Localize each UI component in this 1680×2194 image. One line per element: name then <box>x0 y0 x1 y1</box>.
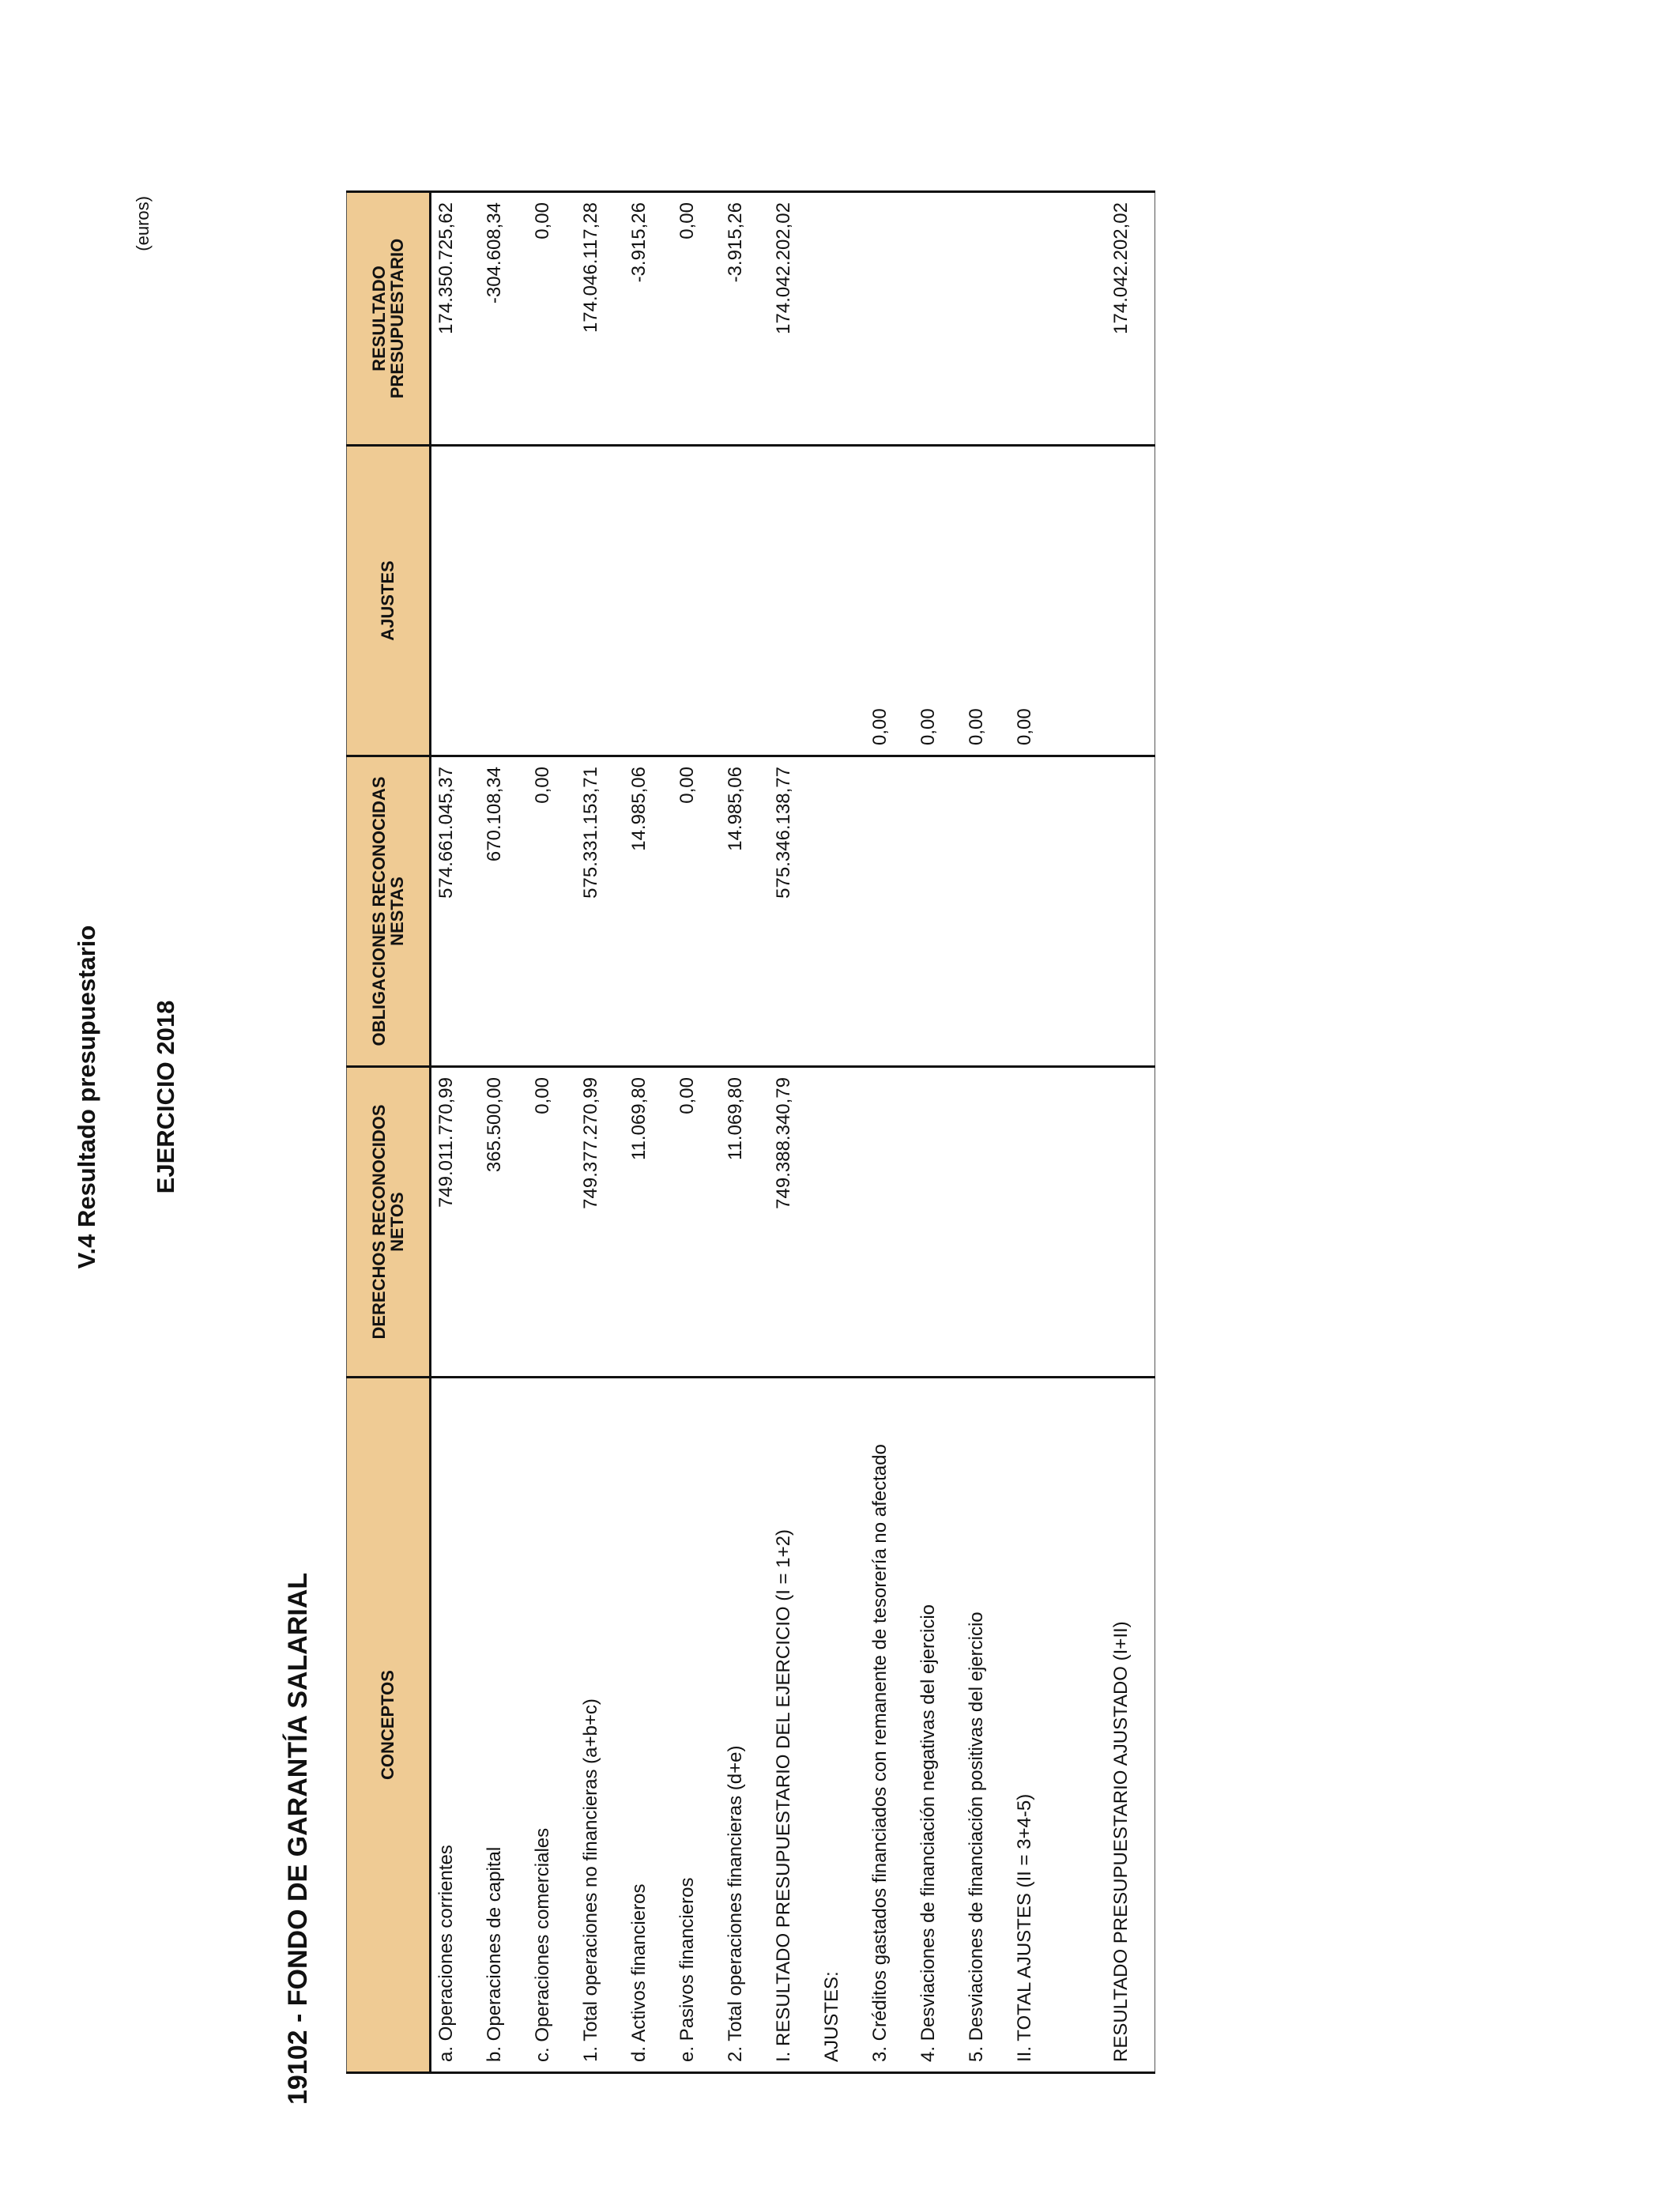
col-header-ajustes: AJUSTES <box>347 446 431 756</box>
cell-ajustes <box>528 446 576 756</box>
cell-resultado: 174.042.202,02 <box>1106 192 1155 446</box>
cell-concepto: 5. Desviaciones de financiación positivas del ejercicio <box>962 1378 1010 2073</box>
table-row <box>817 192 865 2073</box>
cell-derechos: 365.500,00 <box>480 1067 528 1378</box>
cell-resultado <box>817 192 865 446</box>
cell-ajustes: 0,00 <box>962 446 1010 756</box>
cell-resultado: -304.608,34 <box>480 192 528 446</box>
cell-concepto: e. Pasivos financieros <box>672 1378 721 2073</box>
cell-derechos: 0,00 <box>528 1067 576 1378</box>
cell-resultado: 174.046.117,28 <box>576 192 624 446</box>
cell-derechos <box>962 1067 1010 1378</box>
cell-concepto: 3. Créditos gastados financiados con remanente de tesorería no afectado <box>865 1378 913 2073</box>
cell-concepto: II. TOTAL AJUSTES (II = 3+4-5) <box>1010 1378 1058 2073</box>
cell-resultado <box>913 192 962 446</box>
cell-derechos <box>1010 1067 1058 1378</box>
cell-derechos: 11.069,80 <box>624 1067 672 1378</box>
cell-obligaciones <box>962 756 1010 1067</box>
cell-ajustes: 0,00 <box>913 446 962 756</box>
cell-concepto: d. Activos financieros <box>624 1378 672 2073</box>
table-row <box>576 192 624 2073</box>
cell-concepto: b. Operaciones de capital <box>480 1378 528 2073</box>
cell-concepto: 2. Total operaciones financieras (d+e) <box>721 1378 769 2073</box>
cell-derechos <box>865 1067 913 1378</box>
units-label: (euros) <box>133 196 153 251</box>
cell-obligaciones: 575.331.153,71 <box>576 756 624 1067</box>
col-header-obligaciones: OBLIGACIONES RECONOCIDAS NESTAS <box>347 756 431 1067</box>
cell-concepto <box>1058 1378 1106 2073</box>
fiscal-year-title: EJERCICIO 2018 <box>152 1000 179 1194</box>
cell-obligaciones: 574.661.045,37 <box>431 756 480 1067</box>
cell-obligaciones <box>817 756 865 1067</box>
col-header-conceptos: CONCEPTOS <box>347 1378 431 2073</box>
cell-ajustes <box>1106 446 1155 756</box>
table-row <box>624 192 672 2073</box>
cell-resultado <box>1058 192 1106 446</box>
cell-resultado: 174.350.725,62 <box>431 192 480 446</box>
cell-derechos: 749.011.770,99 <box>431 1067 480 1378</box>
cell-derechos: 749.388.340,79 <box>769 1067 817 1378</box>
section-title: V.4 Resultado presupuestario <box>73 925 100 1269</box>
table-row <box>962 192 1010 2073</box>
cell-ajustes <box>721 446 769 756</box>
cell-resultado: 0,00 <box>672 192 721 446</box>
cell-obligaciones: 14.985,06 <box>624 756 672 1067</box>
cell-ajustes <box>1058 446 1106 756</box>
cell-obligaciones: 0,00 <box>672 756 721 1067</box>
cell-obligaciones: 575.346.138,77 <box>769 756 817 1067</box>
table-row <box>1010 192 1058 2073</box>
cell-derechos: 0,00 <box>672 1067 721 1378</box>
table-row <box>528 192 576 2073</box>
cell-obligaciones: 670.108,34 <box>480 756 528 1067</box>
cell-ajustes <box>769 446 817 756</box>
cell-ajustes <box>624 446 672 756</box>
table-row <box>913 192 962 2073</box>
cell-obligaciones <box>1106 756 1155 1067</box>
cell-derechos <box>817 1067 865 1378</box>
cell-ajustes: 0,00 <box>1010 446 1058 756</box>
table-row <box>865 192 913 2073</box>
cell-ajustes <box>672 446 721 756</box>
cell-concepto: AJUSTES: <box>817 1378 865 2073</box>
col-header-derechos: DERECHOS RECONOCIDOS NETOS <box>347 1067 431 1378</box>
cell-ajustes <box>817 446 865 756</box>
cell-concepto: I. RESULTADO PRESUPUESTARIO DEL EJERCICIO (I = 1+2) <box>769 1378 817 2073</box>
cell-derechos <box>1058 1067 1106 1378</box>
cell-ajustes <box>576 446 624 756</box>
cell-concepto: 4. Desviaciones de financiación negativas del ejercicio <box>913 1378 962 2073</box>
table-row <box>480 192 528 2073</box>
table-row <box>672 192 721 2073</box>
table-row <box>721 192 769 2073</box>
cell-ajustes <box>480 446 528 756</box>
entity-title: 19102 - FONDO DE GARANTÍA SALARIAL <box>283 1572 313 2105</box>
cell-ajustes: 0,00 <box>865 446 913 756</box>
cell-obligaciones <box>865 756 913 1067</box>
cell-resultado <box>865 192 913 446</box>
cell-derechos: 11.069,80 <box>721 1067 769 1378</box>
budget-result-table <box>346 190 1155 2074</box>
cell-concepto: RESULTADO PRESUPUESTARIO AJUSTADO (I+II) <box>1106 1378 1155 2073</box>
cell-concepto: c. Operaciones comerciales <box>528 1378 576 2073</box>
col-header-resultado: RESULTADO PRESUPUESTARIO <box>347 192 431 446</box>
cell-resultado: 174.042.202,02 <box>769 192 817 446</box>
cell-resultado: 0,00 <box>528 192 576 446</box>
cell-derechos <box>913 1067 962 1378</box>
cell-obligaciones <box>1058 756 1106 1067</box>
table-header-row <box>347 192 431 2073</box>
table-row <box>1058 192 1106 2073</box>
cell-obligaciones <box>913 756 962 1067</box>
table-row <box>1106 192 1155 2073</box>
cell-resultado <box>962 192 1010 446</box>
cell-derechos <box>1106 1067 1155 1378</box>
cell-obligaciones: 14.985,06 <box>721 756 769 1067</box>
table-row <box>769 192 817 2073</box>
cell-resultado: -3.915,26 <box>624 192 672 446</box>
cell-derechos: 749.377.270,99 <box>576 1067 624 1378</box>
cell-obligaciones: 0,00 <box>528 756 576 1067</box>
cell-obligaciones <box>1010 756 1058 1067</box>
cell-resultado: -3.915,26 <box>721 192 769 446</box>
cell-resultado <box>1010 192 1058 446</box>
cell-concepto: 1. Total operaciones no financieras (a+b+c) <box>576 1378 624 2073</box>
table-row <box>431 192 480 2073</box>
cell-ajustes <box>431 446 480 756</box>
cell-concepto: a. Operaciones corrientes <box>431 1378 480 2073</box>
